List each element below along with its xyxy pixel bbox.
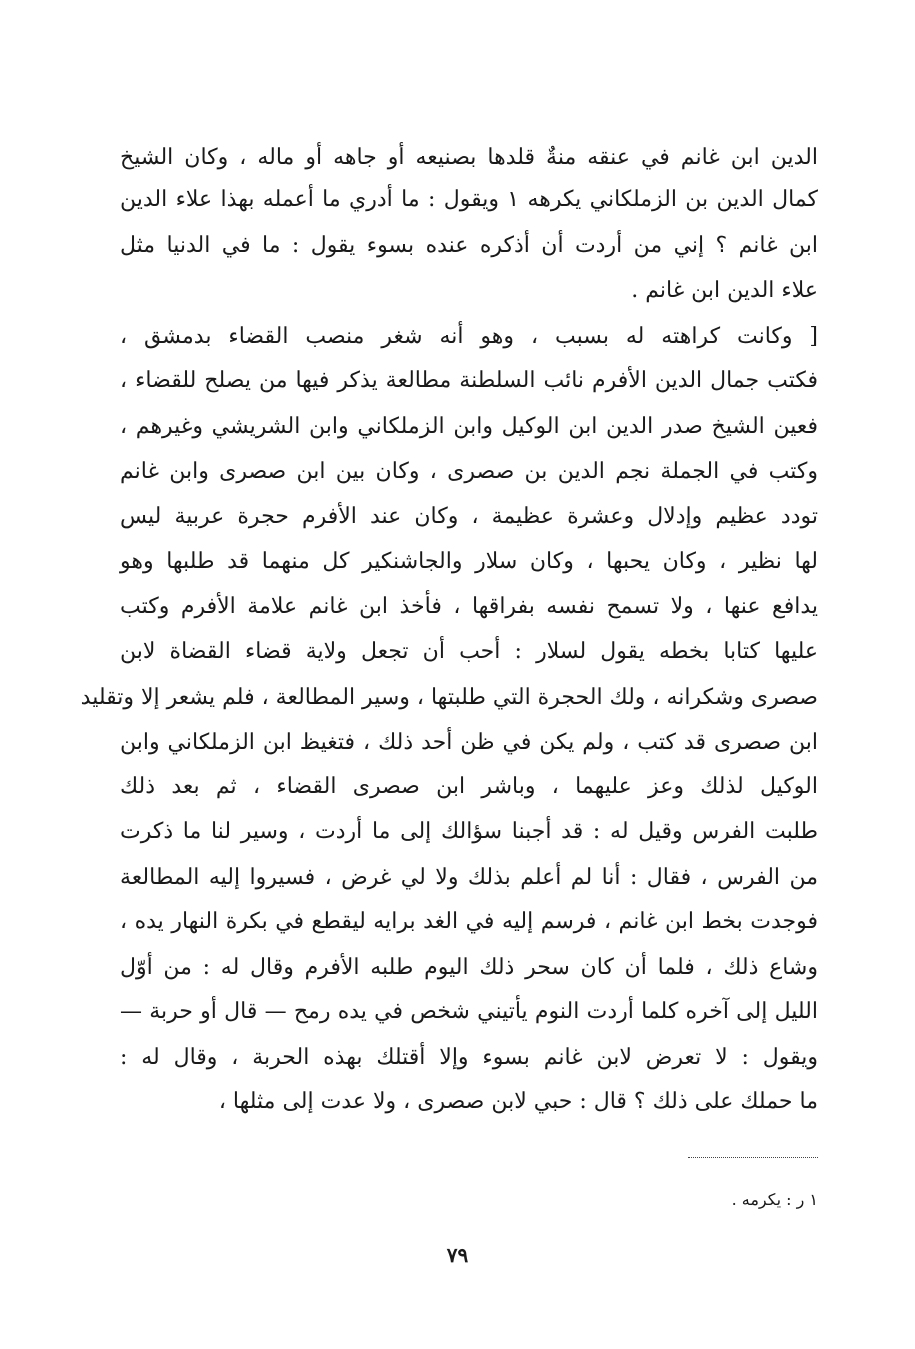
- text-line: فكتب جمال الدين الأفرم نائب السلطنة مطالعة يذكر فيها من يصلح للقضاء ،: [120, 368, 818, 393]
- text-line: من الفرس ، فقال : أنا لم أعلم بذلك ولا لي غرض ، فسيروا إليه المطالعة: [120, 865, 818, 890]
- text-line: الوكيل لذلك وعز عليهما ، وباشر ابن صصرى القضاء ، ثم بعد ذلك: [120, 774, 818, 799]
- text-line: صصرى وشكرانه ، ولك الحجرة التي طلبتها ، وسير المطالعة ، فلم يشعر إلا وتقليد: [80, 685, 818, 710]
- text-line: تودد عظيم وإدلال وعشرة عظيمة ، وكان عند الأفرم حجرة عربية ليس: [120, 504, 818, 529]
- text-line: ما حملك على ذلك ؟ قال : حبي لابن صصرى ، ولا عدت إلى مثلها ،: [218, 1089, 818, 1114]
- footnote: ١ ر : يكرمه .: [731, 1190, 818, 1209]
- text-line: فعين الشيخ صدر الدين ابن الوكيل وابن الزملكاني وابن الشريشي وغيرهم ،: [120, 414, 818, 439]
- text-line: يدافع عنها ، ولا تسمح نفسه بفراقها ، فأخذ ابن غانم علامة الأفرم وكتب: [120, 594, 818, 619]
- text-line: فوجدت بخط ابن غانم ، فرسم إليه في الغد برايه ليقطع في بكرة النهار يده ،: [120, 909, 818, 934]
- text-line: طلبت الفرس وقيل له : قد أجبنا سؤالك إلى ما أردت ، وسير لنا ما ذكرت: [120, 819, 818, 844]
- text-line: وكتب في الجملة نجم الدين بن صصرى ، وكان بين ابن صصرى وابن غانم: [120, 459, 818, 484]
- text-line: عليها كتابا بخطه يقول لسلار : أحب أن تجعل ولاية قضاء القضاة لابن: [120, 639, 818, 664]
- text-line: ابن صصرى قد كتب ، ولم يكن في ظن أحد ذلك ، فتغيظ ابن الزملكاني وابن: [120, 730, 818, 755]
- text-line: كمال الدين بن الزملكاني يكرهه ١ ويقول : ما أدري ما أعمله بهذا علاء الدين: [120, 187, 818, 212]
- text-line: الليل إلى آخره كلما أردت النوم يأتيني شخص في يده رمح — قال أو حربة —: [120, 999, 818, 1024]
- text-line: [ وكانت كراهته له بسبب ، وهو أنه شغر منصب القضاء بدمشق ،: [120, 324, 818, 349]
- text-line: الدين ابن غانم في عنقه منةٌ قلدها بصنيعه أو جاهه أو ماله ، وكان الشيخ: [120, 145, 818, 170]
- footnote-separator: [688, 1157, 818, 1158]
- text-line: وشاع ذلك ، فلما أن كان سحر ذلك اليوم طلبه الأفرم وقال له : من أوّل: [120, 955, 818, 980]
- text-line: ويقول : لا تعرض لابن غانم بسوء وإلا أقتلك بهذه الحربة ، وقال له :: [120, 1045, 818, 1070]
- text-line: لها نظير ، وكان يحبها ، وكان سلار والجاشنكير كل منهما قد طلبها وهو: [120, 549, 818, 574]
- text-line: علاء الدين ابن غانم .: [631, 278, 818, 303]
- page-number: ٧٩: [446, 1243, 469, 1267]
- text-line: ابن غانم ؟ إني من أردت أن أذكره عنده بسوء يقول : ما في الدنيا مثل: [120, 233, 818, 258]
